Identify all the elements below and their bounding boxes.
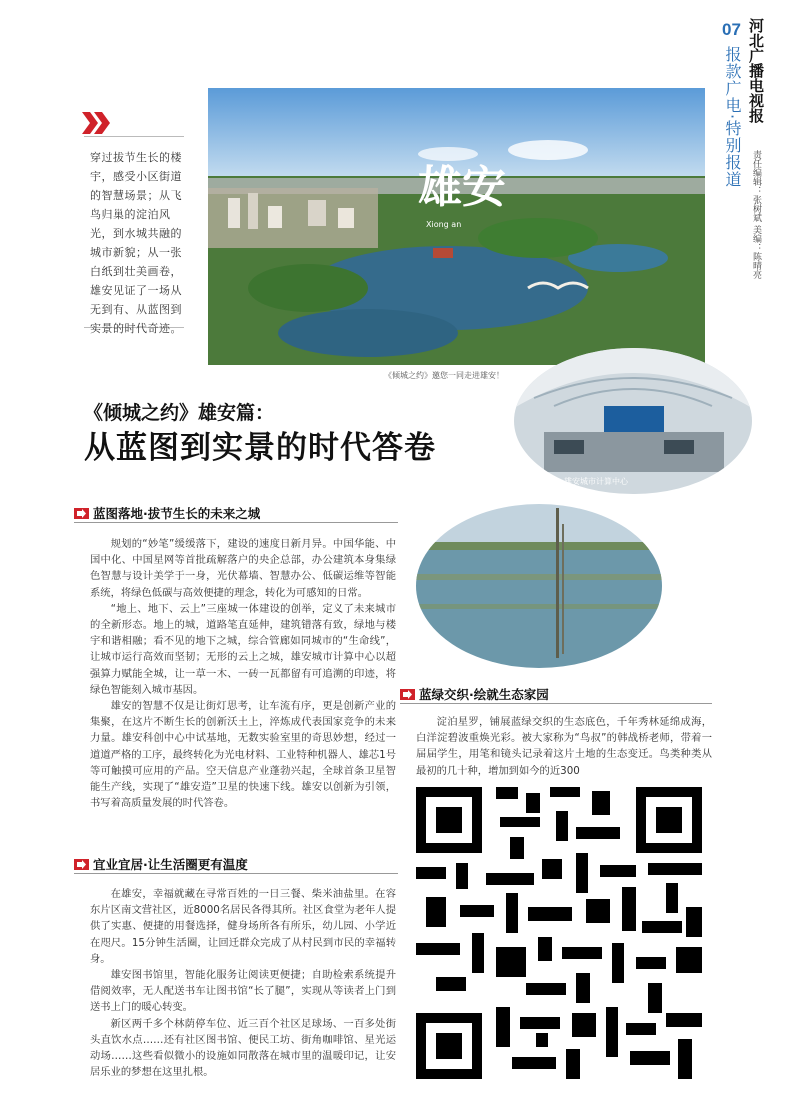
newspaper-name: 河北广播电视报 — [747, 18, 765, 123]
arrow-icon — [400, 689, 415, 700]
article-kicker: 《倾城之约》雄安篇： — [84, 402, 275, 424]
section-body — [416, 714, 712, 779]
paragraph: “地上、地下、云上”三座城一体建设的创举，定义了未来城市的全新形态。地上的城，道路笔直延伸，建筑错落有致，绿地与楼宇和谐相融；看不见的地下之城，综合管廊如同城市的“生命线”，让城市运行高效而坚韧；无形的云上之城，雄安城市计算中心以超强算力赋能全城，让一草一木、一砖一瓦都留有可追溯的印迹，将绿色智能刻入城市基因。 — [90, 602, 396, 696]
article-title: 从蓝图到实景的时代答卷 — [84, 430, 436, 466]
computing-center-photo — [514, 348, 752, 494]
baiyangdian-photo — [416, 504, 662, 668]
section-heading — [400, 685, 549, 703]
paragraph: 新区两千多个林荫停车位、近三百个社区足球场、一百多处街头直饮水点……还有社区图书馆、便民工坊、街角咖啡馆、星光运动场……这些看似微小的设施如同散落在城市里的温暖印记，让安居乐业的梦想在这里扎根。 — [90, 1017, 396, 1079]
section-heading — [74, 855, 248, 873]
paragraph: 淀泊星罗，铺展蓝绿交织的生态底色，千年秀林延绵成海，白洋淀碧波重焕光彩。被大家称为“鸟叔”的韩战桥老师，带着一届届学生，用笔和镜头记录着这片土地的生态变迁。鸟类种类从最初的几十种，增加到如今的近300 — [416, 716, 712, 777]
paragraph: 在雄安，幸福就藏在寻常百姓的一日三餐、柴米油盐里。在容东片区南文营社区，近8000名居民各得其所。社区食堂为老年人提供了实惠、便捷的用餐选择，健身场所各有所乐，幼儿园、小学近在咫尺。15分钟生活圈，让回迁群众完成了从村民到市民的幸福转身。 — [90, 888, 396, 965]
photo-caption: 《倾城之约》邀您一同走进雄安！ — [384, 371, 504, 380]
section-heading — [74, 504, 260, 522]
intro-text: 穿过拔节生长的楼宇，感受小区街道的智慧场景；从飞鸟归巢的淀泊风光，到水城共融的城市新貌；从一张白纸到壮美画卷，雄安见证了一场从无到有、从蓝图到实景的时代奇迹。 — [90, 151, 182, 335]
page-number: 07 — [722, 20, 741, 39]
section-heading-text: 宜业宜居·让生活圈更有温度 — [93, 857, 248, 872]
hero-overlay-title: 雄安 — [418, 162, 506, 213]
arrow-icon — [74, 508, 89, 519]
section-name: 报款广电·特别报道 — [723, 46, 742, 189]
section-heading-text: 蓝绿交织·绘就生态家园 — [419, 687, 549, 702]
oval-photo-caption: 雄安城市计算中心 — [564, 477, 628, 486]
section-body — [90, 536, 396, 811]
hero-overlay-sub: Xiong an — [426, 220, 462, 229]
double-chevron-icon — [82, 112, 112, 134]
section-body — [90, 886, 396, 1080]
hero-aerial-photo — [208, 88, 705, 365]
paragraph: 雄安的智慧不仅是让街灯思考，让车流有序，更是创新产业的集聚，在这片不断生长的创新沃土上，淬炼成代表国家竞争的未来力量。雄安科创中心中试基地，无数实验室里的奇思妙想，经过一道道严格的工序，最终转化为光电材料、工业特种机器人、雄芯1号等可触摸可应用的产品。空天信息产业蓬勃兴起，全球首条卫星智能生产线，实现了“雄安造”卫星的快速下线。雄安以创新为引领，书写着高质量发展的时代答卷。 — [90, 700, 396, 810]
qr-code[interactable] — [416, 787, 702, 1079]
paragraph: 雄安图书馆里，智能化服务让阅读更便捷；自助检索系统提升借阅效率，无人配送书车让图书馆“长了腿”，实现从等读者上门到送书上门的暖心转变。 — [90, 969, 396, 1014]
section-heading-text: 蓝图落地·拔节生长的未来之城 — [93, 506, 261, 521]
editors-credit: 责任编辑：张树斌 美编：陈晴亮 — [751, 150, 761, 279]
paragraph: 规划的“妙笔”缓缓落下，建设的速度日新月异。中国华能、中国中化、中国星网等首批疏解落户的央企总部，办公建筑本身集绿色智慧与设计美学于一身，光伏幕墙、智慧办公、低碳运维等智能系统，将绿色低碳与高效便捷的理念，转化为可感知的日常。 — [90, 538, 396, 599]
arrow-icon — [74, 859, 89, 870]
